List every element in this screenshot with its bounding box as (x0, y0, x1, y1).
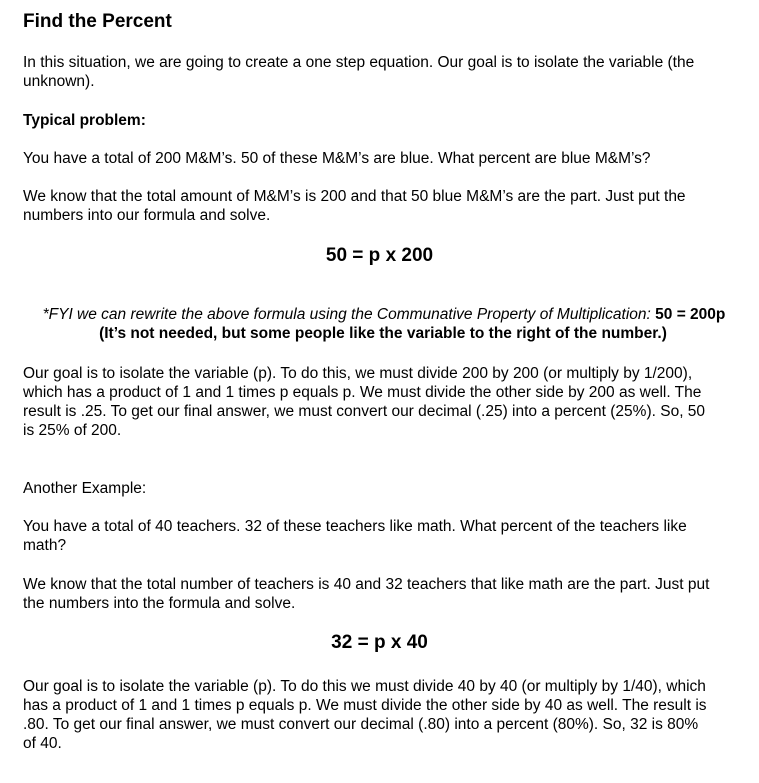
another-example-heading: Another Example: (23, 480, 147, 497)
example2-setup-line-1: We know that the total number of teachers is 40 and 32 teachers that like math are the part. Just put (23, 576, 710, 593)
fyi-italic-text: *FYI we can rewrite the above formula using the Communative Property of Multiplication: (42, 306, 651, 323)
example2-solution-line-4: of 40. (23, 735, 62, 752)
example1-problem: You have a total of 200 M&M’s. 50 of these M&M’s are blue. What percent are blue M&M’s? (23, 150, 651, 167)
fyi-line (0, 305, 759, 325)
example2-solution-line-1: Our goal is to isolate the variable (p). To do this we must divide 40 by 40 (or multiply by 1/40), which (23, 678, 706, 695)
intro-line-1: In this situation, we are going to create a one step equation. Our goal is to isolate the variable (the (23, 54, 695, 71)
example2-solution-line-3: .80. To get our final answer, we must convert our decimal (.80) into a percent (80%). So, 32 is 80% (23, 716, 699, 733)
typical-problem-heading: Typical problem: (23, 112, 146, 129)
example1-setup-line-1: We know that the total amount of M&M’s is 200 and that 50 blue M&M’s are the part. Just put the (23, 188, 686, 205)
example1-solution-line-1: Our goal is to isolate the variable (p). To do this, we must divide 200 by 200 (or multiply by 1/200), (23, 365, 693, 382)
example1-equation: 50 = p x 200 (325, 245, 434, 266)
example1-setup-line-2: numbers into our formula and solve. (23, 207, 271, 224)
example2-solution-line-2: has a product of 1 and 1 times p equals p. We must divide the other side by 40 as well. The result is (23, 697, 707, 714)
page-title: Find the Percent (23, 11, 172, 32)
example2-setup-line-2: the numbers into the formula and solve. (23, 595, 296, 612)
example2-problem-line-2: math? (23, 537, 67, 554)
fyi-note: (It’s not needed, but some people like the variable to the right of the number.) (99, 325, 667, 342)
example1-solution-line-2: which has a product of 1 and 1 times p equals p. We must divide the other side by 200 as well. The (23, 384, 702, 401)
example1-solution-line-3: result is .25. To get our final answer, we must convert our decimal (.25) into a percent (25%). So, 50 (23, 403, 706, 420)
intro-line-2: unknown). (23, 73, 95, 90)
example1-solution-line-4: is 25% of 200. (23, 422, 122, 439)
fyi-bold-equation: 50 = 200p (650, 306, 726, 323)
example2-equation: 32 = p x 40 (331, 632, 428, 653)
example2-problem-line-1: You have a total of 40 teachers. 32 of these teachers like math. What percent of the teachers like (23, 518, 687, 535)
